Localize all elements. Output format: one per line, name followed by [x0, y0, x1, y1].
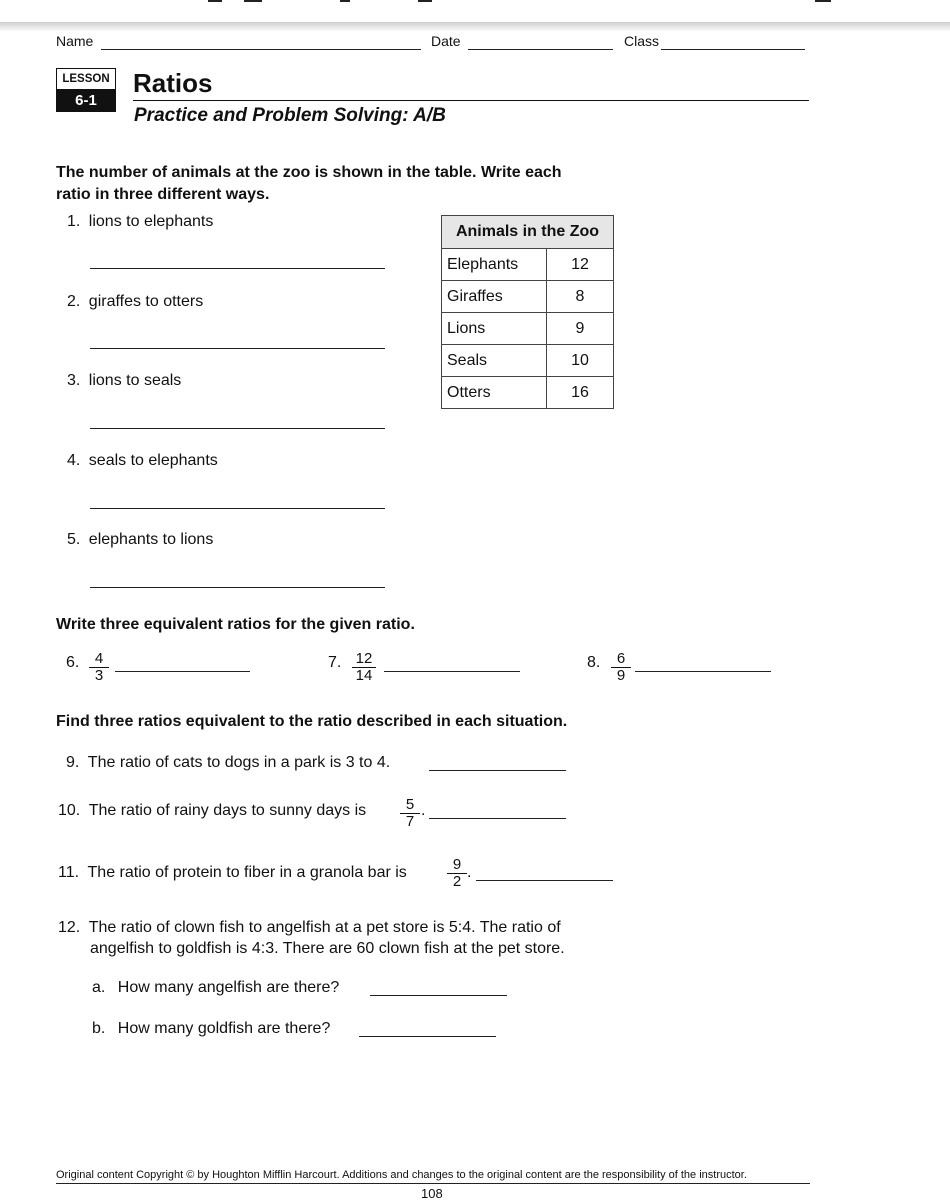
question-number: 4.: [67, 452, 81, 469]
table-row: [442, 249, 614, 281]
animal-name: Otters: [442, 377, 547, 409]
lesson-number: 6-1: [56, 90, 116, 112]
question-12: [58, 917, 561, 938]
table-row: [442, 345, 614, 377]
question-number: 9.: [66, 754, 80, 771]
question-1: [67, 213, 213, 231]
question-number: 8.: [587, 654, 601, 671]
denominator: 14: [355, 667, 373, 684]
numerator: 6: [611, 651, 631, 668]
answer-line-11[interactable]: [476, 880, 613, 881]
footer-rule: [56, 1183, 810, 1184]
question-number: 1.: [67, 213, 81, 230]
instruction-line: ratio in three different ways.: [56, 186, 270, 203]
sentence-end: .: [421, 802, 426, 819]
question-text: The ratio of cats to dogs in a park is 3 to 4.: [87, 754, 391, 771]
question-number: 2.: [67, 293, 81, 310]
denominator: 7: [405, 813, 415, 830]
fraction-10: [400, 797, 420, 830]
animal-count: 16: [547, 377, 614, 409]
name-field[interactable]: [101, 49, 421, 50]
animal-name: Elephants: [442, 249, 547, 281]
animal-count: 8: [547, 281, 614, 313]
animal-count: 12: [547, 249, 614, 281]
top-mark: [244, 0, 262, 2]
question-text: angelfish to goldfish is 4:3. There are 60 clown fish at the pet store.: [90, 940, 565, 957]
instruction-line: The number of animals at the zoo is shown in the table. Write each: [56, 164, 562, 181]
top-mark: [815, 0, 831, 2]
question-text: The ratio of clown fish to angelfish at a pet store is 5:4. The ratio of: [88, 919, 561, 936]
question-text: lions to elephants: [88, 213, 214, 230]
table-header-row: [442, 216, 614, 249]
table-row: [442, 313, 614, 345]
table-title: Animals in the Zoo: [442, 216, 614, 249]
fraction-6: [89, 651, 109, 684]
table-row: [442, 377, 614, 409]
zoo-table: [441, 215, 614, 409]
question-number: 3.: [67, 372, 81, 389]
question-4: [67, 452, 218, 470]
fraction-8: [611, 651, 631, 684]
answer-line-3[interactable]: [90, 428, 385, 429]
section3-instruction: Find three ratios equivalent to the ratio described in each situation.: [56, 713, 568, 730]
animal-name: Seals: [442, 345, 547, 377]
answer-line-1[interactable]: [90, 268, 385, 269]
name-label: Name: [56, 33, 94, 49]
fraction-11: [447, 857, 467, 890]
numerator: 4: [89, 651, 109, 668]
table-row: [442, 281, 614, 313]
answer-line-12a[interactable]: [370, 995, 507, 996]
question-3: [67, 372, 181, 390]
page-subtitle: Practice and Problem Solving: A/B: [134, 105, 446, 126]
class-label: Class: [624, 33, 660, 49]
sentence-end: .: [467, 864, 472, 881]
top-strip-shadow: [0, 22, 950, 32]
question-9: [66, 754, 390, 772]
section1-instruction: [56, 162, 562, 206]
section2-instruction: Write three equivalent ratios for the given ratio.: [56, 616, 415, 633]
page-title: Ratios: [133, 68, 213, 98]
date-label: Date: [431, 33, 461, 49]
answer-line-12b[interactable]: [359, 1036, 496, 1037]
question-number: 10.: [58, 802, 81, 819]
animal-name: Giraffes: [442, 281, 547, 313]
numerator: 9: [447, 857, 467, 874]
animal-count: 10: [547, 345, 614, 377]
question-number: 6.: [66, 654, 80, 671]
top-mark: [418, 0, 432, 2]
question-5: [67, 531, 213, 549]
question-number: 5.: [67, 531, 81, 548]
date-field[interactable]: [468, 49, 613, 50]
part-label: b.: [92, 1020, 106, 1037]
fraction-7: [352, 651, 376, 684]
animal-count: 9: [547, 313, 614, 345]
answer-line-4[interactable]: [90, 508, 385, 509]
question-12a: [92, 979, 339, 997]
question-10: [58, 802, 366, 820]
copyright-text: Original content Copyright © by Houghton Mifflin Harcourt. Additions and changes to the original content are the responsibility of the instructor.: [56, 1169, 747, 1181]
question-12b: [92, 1020, 330, 1038]
class-field[interactable]: [661, 49, 805, 50]
question-number: 11.: [58, 864, 80, 881]
question-text: The ratio of rainy days to sunny days is: [88, 802, 367, 819]
top-mark: [340, 0, 350, 2]
question-text: elephants to lions: [88, 531, 214, 548]
answer-line-6[interactable]: [115, 671, 250, 672]
answer-line-2[interactable]: [90, 348, 385, 349]
numerator: 12: [352, 651, 376, 668]
answer-line-8[interactable]: [635, 671, 771, 672]
answer-line-9[interactable]: [429, 770, 566, 771]
top-mark: [208, 0, 222, 2]
page-number: 108: [421, 1186, 443, 1201]
denominator: 3: [94, 667, 104, 684]
question-text: The ratio of protein to fiber in a granola bar is: [87, 864, 407, 881]
numerator: 5: [400, 797, 420, 814]
question-text: giraffes to otters: [88, 293, 204, 310]
question-text: lions to seals: [88, 372, 182, 389]
denominator: 2: [452, 873, 462, 890]
answer-line-7[interactable]: [384, 671, 520, 672]
question-text: How many goldfish are there?: [117, 1020, 331, 1037]
part-label: a.: [92, 979, 106, 996]
denominator: 9: [616, 667, 626, 684]
question-text: seals to elephants: [88, 452, 218, 469]
title-rule: [133, 100, 809, 101]
lesson-label: LESSON: [56, 68, 116, 90]
question-2: [67, 293, 203, 311]
lesson-badge: [56, 68, 116, 112]
question-11: [58, 864, 407, 882]
answer-line-5[interactable]: [90, 587, 385, 588]
question-text: How many angelfish are there?: [117, 979, 340, 996]
question-number: 12.: [58, 919, 81, 936]
animal-name: Lions: [442, 313, 547, 345]
answer-line-10[interactable]: [429, 818, 566, 819]
top-strip: [0, 0, 950, 24]
question-number: 7.: [328, 654, 342, 671]
